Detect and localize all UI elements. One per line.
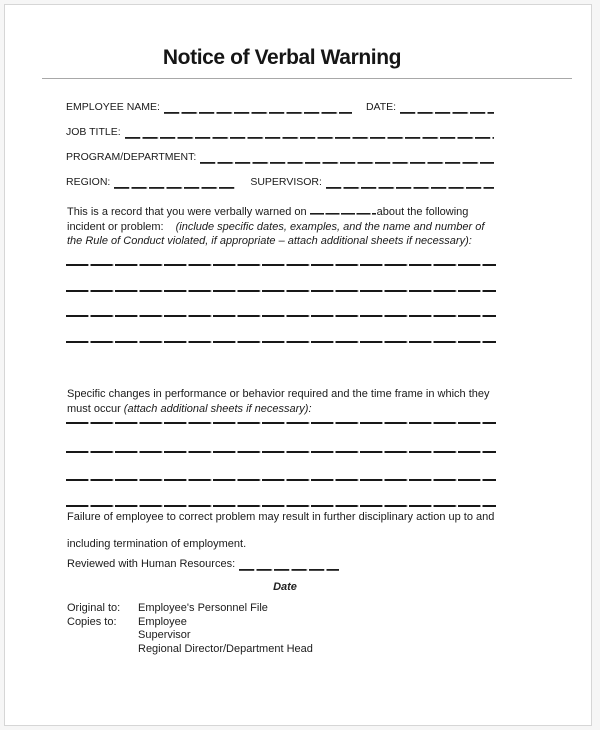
date-label: DATE: [365, 101, 397, 113]
incident-detail-line[interactable] [66, 315, 496, 317]
supervisor-blank[interactable] [326, 177, 494, 189]
program-department-row [66, 151, 494, 164]
form-title: Notice of Verbal Warning [162, 46, 402, 69]
distribution-list [67, 602, 500, 656]
changes-text: Specific changes in performance or behavior required and the time frame in which they must occur [67, 388, 490, 415]
copies-to-value: Supervisor [138, 629, 191, 642]
changes-instructions: (attach additional sheets if necessary): [123, 402, 312, 415]
date-blank[interactable] [400, 102, 494, 114]
original-to-label: Original to: [67, 602, 121, 614]
date-caption: Date [273, 581, 297, 593]
job-title-row [66, 126, 494, 139]
consequences-line1: Failure of employee to correct problem may result in further disciplinary action up to and [67, 511, 495, 523]
copies-to-value: Regional Director/Department Head [138, 642, 313, 655]
region-supervisor-row [66, 176, 494, 189]
changes-detail-line[interactable] [66, 451, 496, 453]
program-department-label: PROGRAM/DEPARTMENT: [66, 151, 197, 163]
incident-text-before-blank: This is a record that you were verbally warned on [67, 206, 307, 218]
program-department-blank[interactable] [200, 152, 494, 164]
employee-name-row [66, 101, 494, 114]
incident-text-after-blank: about the following incident or problem: [67, 206, 469, 233]
copies-to-value: Employee [138, 615, 187, 628]
hr-review-row [67, 558, 500, 571]
original-to-value: Employee's Personnel File [138, 602, 268, 614]
warned-on-date-blank[interactable] [310, 206, 376, 215]
incident-detail-line[interactable] [66, 264, 496, 266]
employee-name-label: EMPLOYEE NAME: [66, 101, 160, 113]
incident-detail-line[interactable] [66, 290, 496, 292]
region-label: REGION: [66, 176, 111, 188]
copies-to-label: Copies to: [67, 615, 117, 628]
employee-name-blank[interactable] [164, 102, 352, 114]
changes-paragraph [67, 387, 500, 416]
hr-review-label: Reviewed with Human Resources: [67, 558, 236, 570]
supervisor-label: SUPERVISOR: [250, 176, 322, 188]
empty-cell [67, 643, 138, 657]
empty-cell [67, 629, 138, 643]
changes-detail-line[interactable] [66, 422, 496, 424]
job-title-label: JOB TITLE: [66, 126, 121, 138]
incident-instructions: (include specific dates, examples, and the name and number of the Rule of Conduct violated, if appropriate – attach additional sheets if necessary): [67, 220, 485, 248]
hr-review-date-blank[interactable] [239, 559, 339, 571]
incident-detail-line[interactable] [66, 341, 496, 343]
consequences-line2: including termination of employment. [67, 538, 247, 550]
changes-detail-line[interactable] [66, 505, 496, 507]
job-title-blank[interactable] [125, 127, 494, 139]
region-blank[interactable] [114, 177, 236, 189]
incident-paragraph [67, 205, 500, 249]
changes-detail-line[interactable] [66, 479, 496, 481]
title-divider [42, 78, 572, 79]
